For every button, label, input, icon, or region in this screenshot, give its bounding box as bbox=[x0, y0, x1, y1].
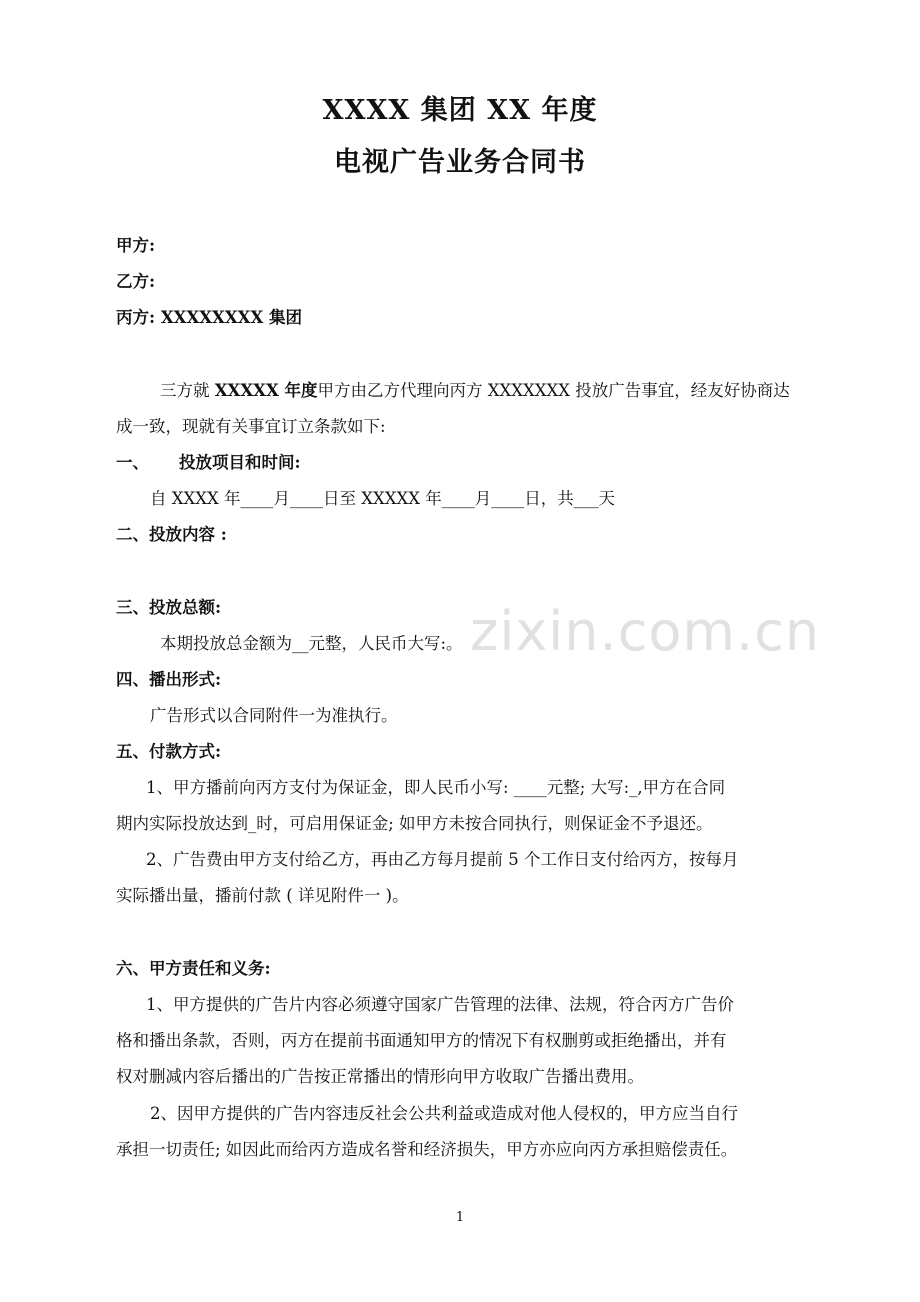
section6-item2-line1: 2、因甲方提供的广告内容违反社会公共利益或造成对他人侵权的，甲方应当自行 bbox=[150, 1104, 738, 1123]
section3-body: 本期投放总金额为__元整，人民币大写:。 bbox=[160, 634, 463, 653]
section5-item2-line1: 2、广告费由甲方支付给乙方，再由乙方每月提前 5 个工作日支付给丙方，按每月 bbox=[146, 850, 739, 869]
section1-heading bbox=[116, 452, 301, 474]
section4-heading: 四、播出形式: bbox=[116, 670, 222, 689]
section6-item2-line2: 承担一切责任; 如因此而给丙方造成名誉和经济损失，甲方亦应向丙方承担赔偿责任。 bbox=[116, 1140, 738, 1159]
section3-heading: 三、投放总额: bbox=[116, 598, 222, 617]
section6-item1-line3: 权对删减内容后播出的广告按正常播出的情形向甲方收取广告播出费用。 bbox=[116, 1067, 644, 1086]
section6-item1-line2: 格和播出条款，否则，丙方在提前书面通知甲方的情况下有权删剪或拒绝播出，并有 bbox=[116, 1031, 727, 1050]
section5-item1-line1: 1、甲方播前向丙方支付为保证金，即人民币小写: ____元整; 大写:_,甲方在合同 bbox=[146, 778, 726, 797]
intro-text-rest: 甲方由乙方代理向丙方 XXXXXXX 投放广告事宜，经友好协商达 bbox=[317, 381, 790, 400]
intro-paragraph-line2: 成一致，现就有关事宜订立条款如下: bbox=[116, 417, 386, 436]
party-a-label: 甲方: bbox=[116, 236, 156, 255]
section5-heading: 五、付款方式: bbox=[116, 742, 222, 761]
document-title-line2: 电视广告业务合同书 bbox=[334, 147, 586, 178]
page-number: 1 bbox=[455, 1210, 465, 1225]
section5-item2-line2: 实际播出量，播前付款 ( 详见附件一 )。 bbox=[116, 886, 409, 905]
party-b-label: 乙方: bbox=[116, 272, 156, 291]
section5-item1-line2: 期内实际投放达到_时，可启用保证金; 如甲方未按合同执行，则保证金不予退还。 bbox=[116, 814, 713, 833]
intro-text-start: 三方就 bbox=[160, 381, 215, 400]
section6-heading: 六、甲方责任和义务: bbox=[116, 959, 271, 978]
intro-bold-year: XXXXX 年度 bbox=[214, 381, 318, 400]
section6-item1-line1: 1、甲方提供的广告片内容必须遵守国家广告管理的法律、法规，符合丙方广告价 bbox=[146, 995, 734, 1014]
watermark-text: zixin.com.cn bbox=[470, 600, 821, 663]
document-title-line1: XXXX 集团 XX 年度 bbox=[322, 95, 598, 126]
party-c-label: 丙方: XXXXXXXX 集团 bbox=[116, 308, 302, 327]
section1-title: 投放项目和时间: bbox=[179, 453, 301, 472]
section2-heading: 二、投放内容 : bbox=[116, 525, 227, 544]
intro-paragraph-line1 bbox=[160, 380, 790, 402]
section1-body: 自 XXXX 年____月____日至 XXXXX 年____月____日，共___天 bbox=[150, 489, 615, 508]
section4-body: 广告形式以合同附件一为准执行。 bbox=[150, 706, 398, 725]
section1-number: 一、 bbox=[116, 453, 149, 472]
